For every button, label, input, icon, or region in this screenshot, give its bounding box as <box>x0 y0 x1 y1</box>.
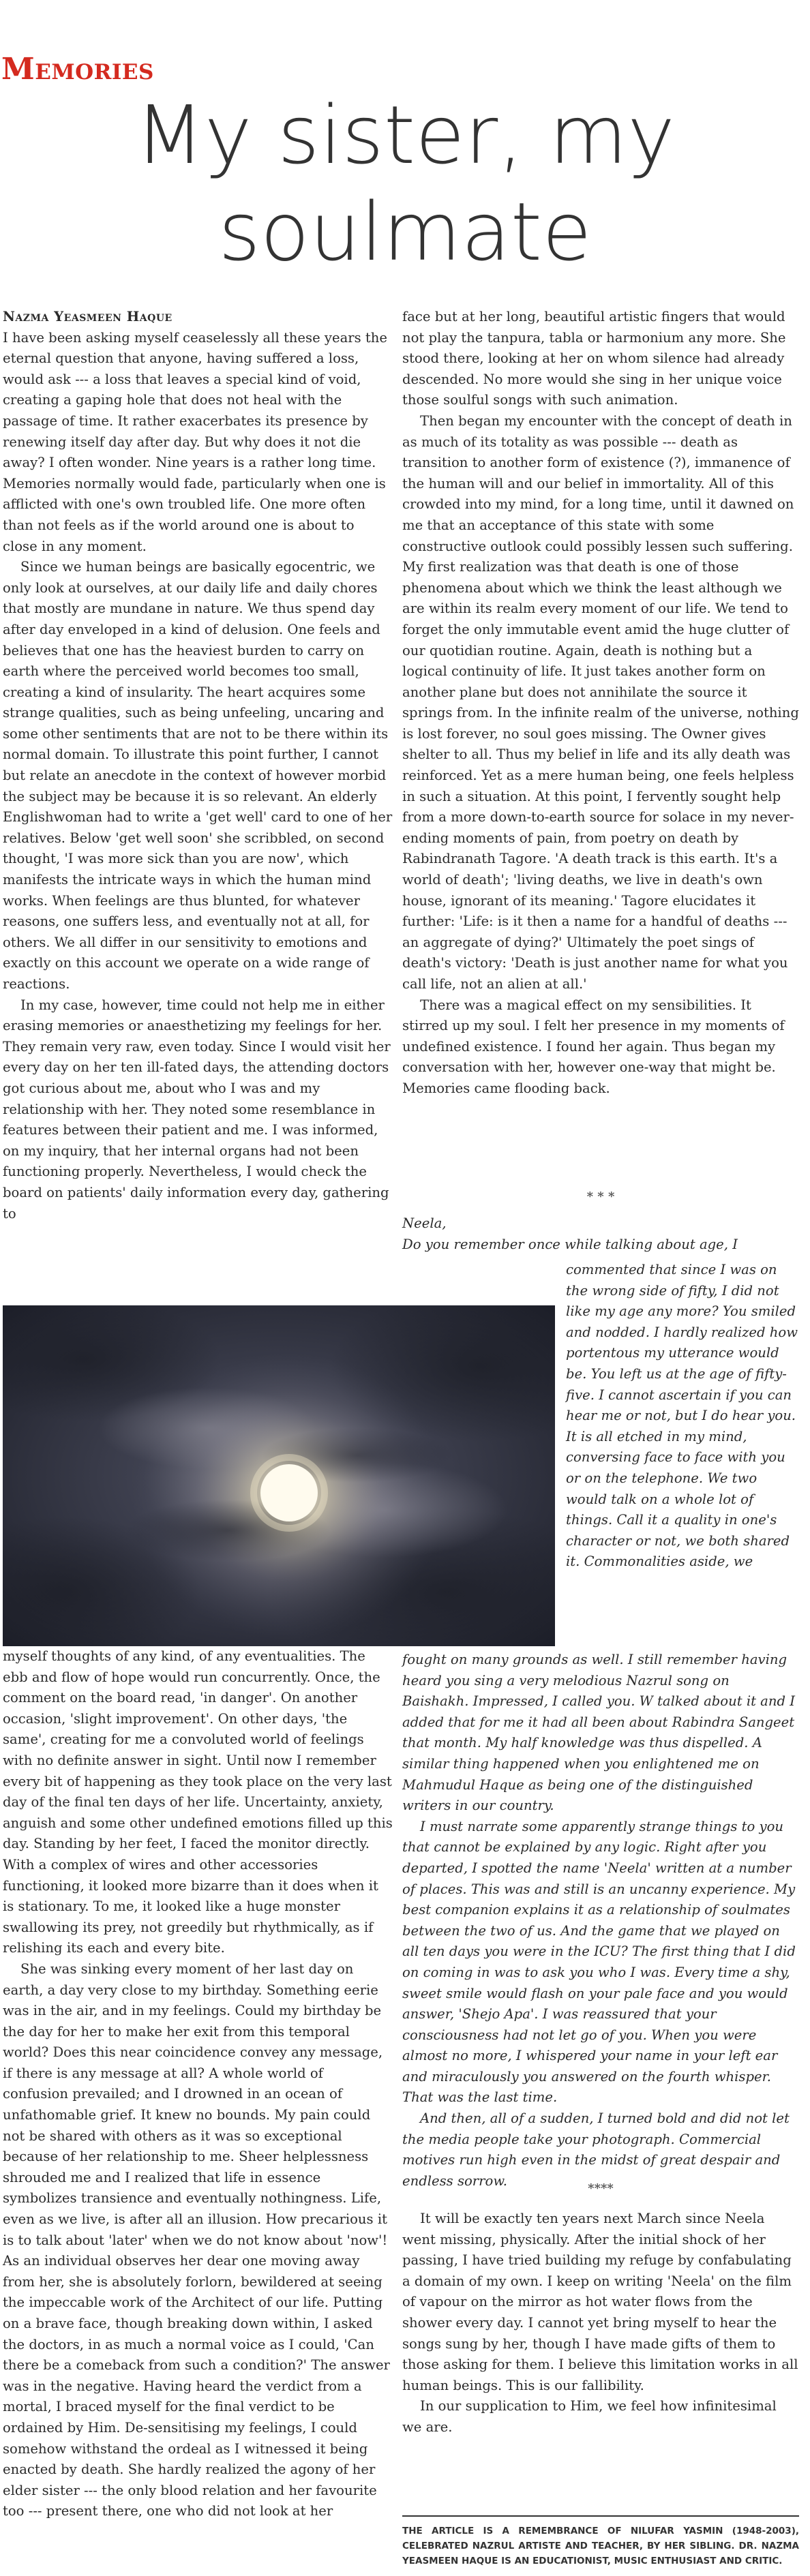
paragraph: Then began my encounter with the concept of death in as much of its totality as was possible --- death as transition to another form of existence (?), immanence of the human will and our belief in immortality. All of this crowded into my mind, for a long time, until it dawned on me that an acceptance of this state with some constructive outlook could possibly lessen such suffering. My first realization was that death is one of those phenomena about which we think the least although we are within its realm every moment of our life. We tend to forget the only immutable event amid the huge clutter of our quotidian routine. Again, death is nothing but a logical continuity of life. It just takes another form on another plane but does not annihilate the source it springs from. In the infinite realm of the universe, nothing is lost forever, no soul goes missing. The Owner gives shelter to all. Thus my belief in life and its ally death was reinforced. Yet as a mere human being, one feels helpless in such a situation. At this point, I fervently sought help from a more down-to-earth source for solace in my never-ending moments of pain, from poetry on death by Rabindranath Tagore. 'A death track is this earth. It's a world of death'; 'living deaths, we live in death's own house, ignorant of its meaning.' Tagore elucidates it further: 'Life: is it then a name for a handful of deaths --- an aggregate of dying?' Ultimately the poet sings of death's victory: 'Death is just another name for what you call life, not an alien at all.' <box>402 412 799 992</box>
column-left-top <box>3 307 393 1224</box>
paragraph: There was a magical effect on my sensibilities. It stirred up my soul. I felt her presence in my moments of undefined existence. I found her again. Thus began my conversation with her, however one-way that might be. Memories came flooding back. <box>402 997 785 1096</box>
byline: Nazma Yeasmeen Haque <box>3 309 172 324</box>
paragraph: And then, all of a sudden, I turned bold and did not let the media people take your photograph. Commercial motives run high even in the midst of great despair and endless sorrow. <box>402 2110 790 2189</box>
paragraph: In my case, however, time could not help me in either erasing memories or anaesthetizing my feelings for her. They remain very raw, even today. Since I would visit her every day on her ten ill-fated days, the attending doctors got curious about me, about who I was and my relationship with her. They noted some resemblance in features between their patient and me. I was informed, on my inquiry, that her internal organs had not been functioning properly. Nevertheless, I would check the board on patients' daily information every day, gathering to <box>3 997 391 1222</box>
section-separator: * * * <box>586 1189 615 1204</box>
paragraph: face but at her long, beautiful artistic fingers that would not play the tanpura, tabla or harmonium any more. She stood there, looking at her on whom silence had already descended. No more would she sing in her unique voice those soulful songs with such animation. <box>402 309 786 408</box>
column-right-closing <box>402 2209 799 2438</box>
letter-salutation: Neela, <box>402 1215 447 1231</box>
paragraph: commented that since I was on the wrong side of fifty, I did not like my age any more? You smiled and nodded. I hardly realized how portentous my utterance would be. You left us at the age of fifty-five. I cannot ascertain if you can hear me or not, but I do hear you. It is all etched in my mind, conversing face to face with you or on the telephone. We two would talk on a whole lot of things. Call it a quality in one's character or not, we both shared it. Commonalities aside, we <box>566 1262 798 1570</box>
section-label: Memories <box>1 52 154 87</box>
paragraph: myself thoughts of any kind, of any eventualities. The ebb and flow of hope would run concurrently. Once, the comment on the board read, 'in danger'. On another occasion, 'slight improvement'. On other days, 'the same', creating for me a convoluted world of feelings with no definite answer in sight. Until now I remember every bit of happening as they took place on the very last day of the final ten days of her life. Uncertainty, anxiety, anguish and some other undefined emotions filled up this day. Standing by her feet, I faced the monitor directly. With a complex of wires and other accessories functioning, it looked more bizarre than it does when it is stationary. To me, it looked like a huge monster swallowing its prey, not greedily but rhythmically, as if relishing its each and every bite. <box>3 1648 393 1956</box>
paragraph: fought on many grounds as well. I still remember having heard you sing a very melodious Nazrul song on Baishakh. Impressed, I called you. W talked about it and I added that for me it had all been about Rabindra Sangeet that month. My half knowledge was thus dispelled. A similar thing happened when you enlightened me on Mahmudul Haque as being one of the distinguished writers in our country. <box>402 1652 795 1814</box>
column-left-bottom <box>3 1646 393 2522</box>
paragraph: It will be exactly ten years next March since Neela went missing, physically. After the initial shock of her passing, I have tried building my refuge by confabulating a domain of my own. I keep on writing 'Neela' on the film of vapour on the mirror as hot water flows from the shower every day. I cannot yet bring myself to hear the songs sung by her, though I have made gifts of them to those asking for them. I believe this limitation works in all human beings. This is our fallibility. <box>402 2211 798 2393</box>
letter-wrap-column <box>566 1260 799 1573</box>
letter-line: Do you remember once while talking about age, I <box>402 1236 738 1252</box>
paragraph: Since we human beings are basically egocentric, we only look at ourselves, at our daily life and daily chores that mostly are mundane in nature. We thus spend day after day enveloped in a kind of delusion. One feels and believes that one has the heaviest burden to carry on earth where the perceived world becomes too small, creating a kind of insularity. The heart acquires some strange qualities, such as being unfeeling, uncaring and some other sentiments that are not to be there within its normal domain. To illustrate this point further, I cannot but relate an anecdote in the context of however morbid the subject may be because it is so relevant. An elderly Englishwoman had to write a 'get well' card to one of her relatives. Below 'get well soon' she scribbled, on second thought, 'I was more sick than you are now', which manifests the intricate ways in which the human mind works. When feelings are thus blunted, for whatever reasons, one suffers less, and eventually not at all, for others. We all differ in our sensitivity to emotions and exactly on this account we operate on a wide range of reactions. <box>3 559 393 992</box>
headline-line-1: My sister, my <box>134 88 676 182</box>
headline-line-2: soulmate <box>218 185 592 279</box>
column-right-top <box>402 307 799 1100</box>
paragraph: I have been asking myself ceaselessly all these years the eternal question that anyone, having suffered a loss, would ask --- a loss that leaves a special kind of void, creating a gaping hole that does not heal with the passage of time. It rather exacerbates its presence by renewing itself day after day. But why does it not die away? I often wonder. Nine years is a rather long time. Memories normally would fade, particularly when one is afflicted with one's own troubled life. One more often than not feels as if the world around one is about to close in any moment. <box>3 329 387 554</box>
moon <box>260 1464 318 1521</box>
section-separator: **** <box>588 2181 614 2196</box>
paragraph: She was sinking every moment of her last day on earth, a day very close to my birthday. Something eerie was in the air, and in my feelings. Could my birthday be the day for her to make her exit from this temporal world? Does this near coincidence convey any message, if there is any message at all? A whole world of confusion prevailed; and I drowned in an ocean of unfathomable grief. It knew no bounds. My pain could not be shared with others as it was so exceptional because of her relationship to me. Sheer helplessness shrouded me and I realized that life in essence symbolizes transience and eventually nothingness. Life, even as we live, is after all an illusion. How precarious it is to talk about 'later' when we do not know about 'now'! As an individual observes her dear one moving away from her, she is absolutely forlorn, bewildered at seeing the impeccable work of the Architect of our life. Putting on a brave face, though breaking down within, I asked the doctors, in as much a normal voice as I could, 'Can there be a comeback from such a condition?' The answer was in the negative. Having heard the verdict from a mortal, I braced myself for the final verdict to be ordained by Him. De-sensitising my feelings, I could somehow withstand the ordeal as I witnessed it being enacted by death. She hardly realized the agony of her elder sister --- the only blood relation and her favourite too --- present there, one who did not look at her <box>3 1960 390 2519</box>
letter-body <box>402 1650 799 2192</box>
moon-photo <box>3 1305 555 1646</box>
paragraph: I must narrate some apparently strange things to you that cannot be explained by any logic. Right after you departed, I spotted the name 'Neela' written at a number of places. This was and still is an uncanny experience. My best companion explains it as a relationship of soulmates between the two of us. And the game that we played on all ten days you were in the ICU? The first thing that I did on coming in was to ask you who I was. Every time a shy, sweet smile would flash on your pale face and you would answer, 'Shejo Apa'. I was reassured that your consciousness had not let go of you. When you were almost no more, I whispered your name in your left ear and miraculously you answered on the fourth whisper. That was the last time. <box>402 1818 796 2106</box>
letter-opening <box>402 1213 799 1255</box>
author-footnote: THE ARTICLE IS A REMEMBRANCE OF NILUFAR YASMIN (1948-2003), CELEBRATED NAZRUL ARTISTE AND TEACHER, BY HER SIBLING. DR. NAZMA YEASMEEN HAQUE IS AN EDUCATIONIST, MUSIC ENTHUSIAST AND CRITIC. <box>402 2526 799 2566</box>
paragraph: In our supplication to Him, we feel how infinitesimal we are. <box>402 2398 777 2435</box>
footnote-divider <box>402 2515 799 2517</box>
moon-photo-image <box>3 1305 555 1646</box>
